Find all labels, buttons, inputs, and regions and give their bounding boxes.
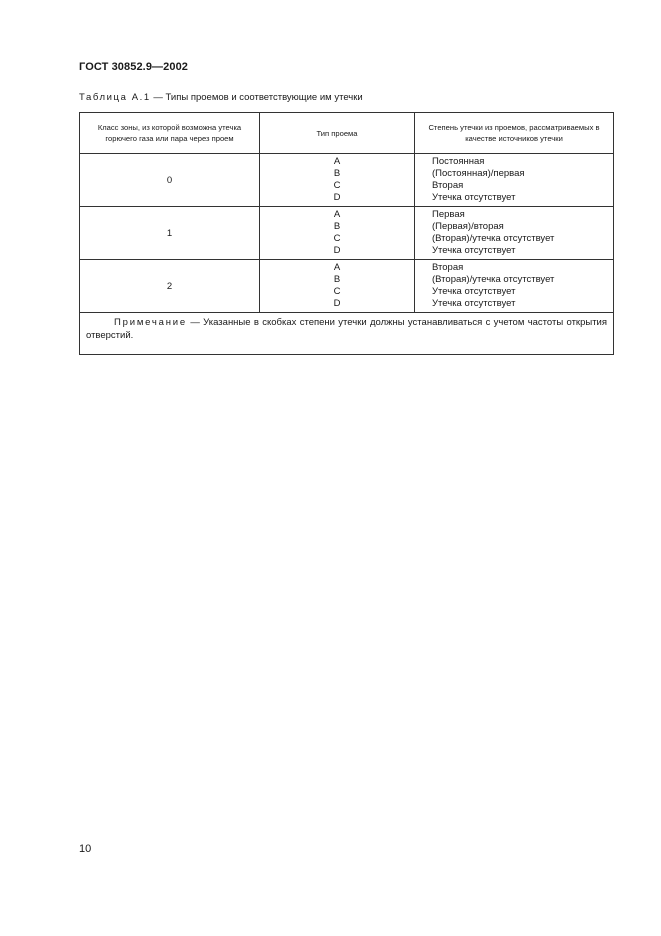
opening-types-cell — [260, 154, 415, 207]
table-note — [80, 313, 614, 355]
zone-class-cell: 2 — [80, 260, 260, 313]
leak-degrees-cell — [415, 154, 614, 207]
leak-degree: Утечка отсутствует — [432, 298, 516, 309]
opening-types-cell — [260, 207, 415, 260]
table-header-row — [80, 113, 614, 154]
leak-degree: (Вторая)/утечка отсутствует — [432, 274, 555, 285]
opening-type: C — [333, 233, 341, 244]
opening-type: C — [333, 286, 341, 297]
table-row — [80, 154, 614, 207]
opening-type: C — [333, 180, 341, 191]
opening-type: A — [333, 156, 341, 167]
opening-type: B — [333, 168, 341, 179]
opening-type: B — [333, 221, 341, 232]
table-caption-text: — Типы проемов и соответствующие им утечки — [150, 92, 363, 103]
table-caption — [79, 92, 363, 103]
note-label: Примечание — [114, 317, 187, 328]
opening-type: D — [333, 245, 341, 256]
document-header: ГОСТ 30852.9—2002 — [79, 61, 189, 73]
table-row — [80, 260, 614, 313]
header-opening-type: Тип проема — [260, 113, 415, 154]
leak-degree: Утечка отсутствует — [432, 286, 516, 297]
table-note-row — [80, 313, 614, 355]
opening-type: D — [333, 298, 341, 309]
leak-degree: Вторая — [432, 180, 464, 191]
leak-degree: (Постоянная)/первая — [432, 168, 525, 179]
leak-degree: Постоянная — [432, 156, 485, 167]
leak-degree: Вторая — [432, 262, 464, 273]
header-leak-degree: Степень утечки из проемов, рассматриваемых в качестве источников утечки — [415, 113, 614, 154]
note-text: — Указанные в скобках степени утечки должны устанавливаться с учетом частоты открытия отверстий. — [86, 317, 607, 341]
table-caption-label: Таблица А.1 — [79, 92, 151, 103]
leak-degree: Утечка отсутствует — [432, 245, 516, 256]
page-number: 10 — [79, 843, 92, 855]
leak-degree: Первая — [432, 209, 465, 220]
leak-degree: (Вторая)/утечка отсутствует — [432, 233, 555, 244]
zone-class-cell: 0 — [80, 154, 260, 207]
leak-degree: Утечка отсутствует — [432, 192, 516, 203]
opening-type: B — [333, 274, 341, 285]
leak-degrees-cell — [415, 207, 614, 260]
leak-degrees-cell — [415, 260, 614, 313]
zone-class-cell: 1 — [80, 207, 260, 260]
opening-type: D — [333, 192, 341, 203]
header-zone-class: Класс зоны, из которой возможна утечка горючего газа или пара через проем — [80, 113, 260, 154]
table-row — [80, 207, 614, 260]
leak-types-table — [79, 112, 614, 355]
leak-degree: (Первая)/вторая — [432, 221, 504, 232]
opening-type: A — [333, 209, 341, 220]
opening-types-cell — [260, 260, 415, 313]
opening-type: A — [333, 262, 341, 273]
